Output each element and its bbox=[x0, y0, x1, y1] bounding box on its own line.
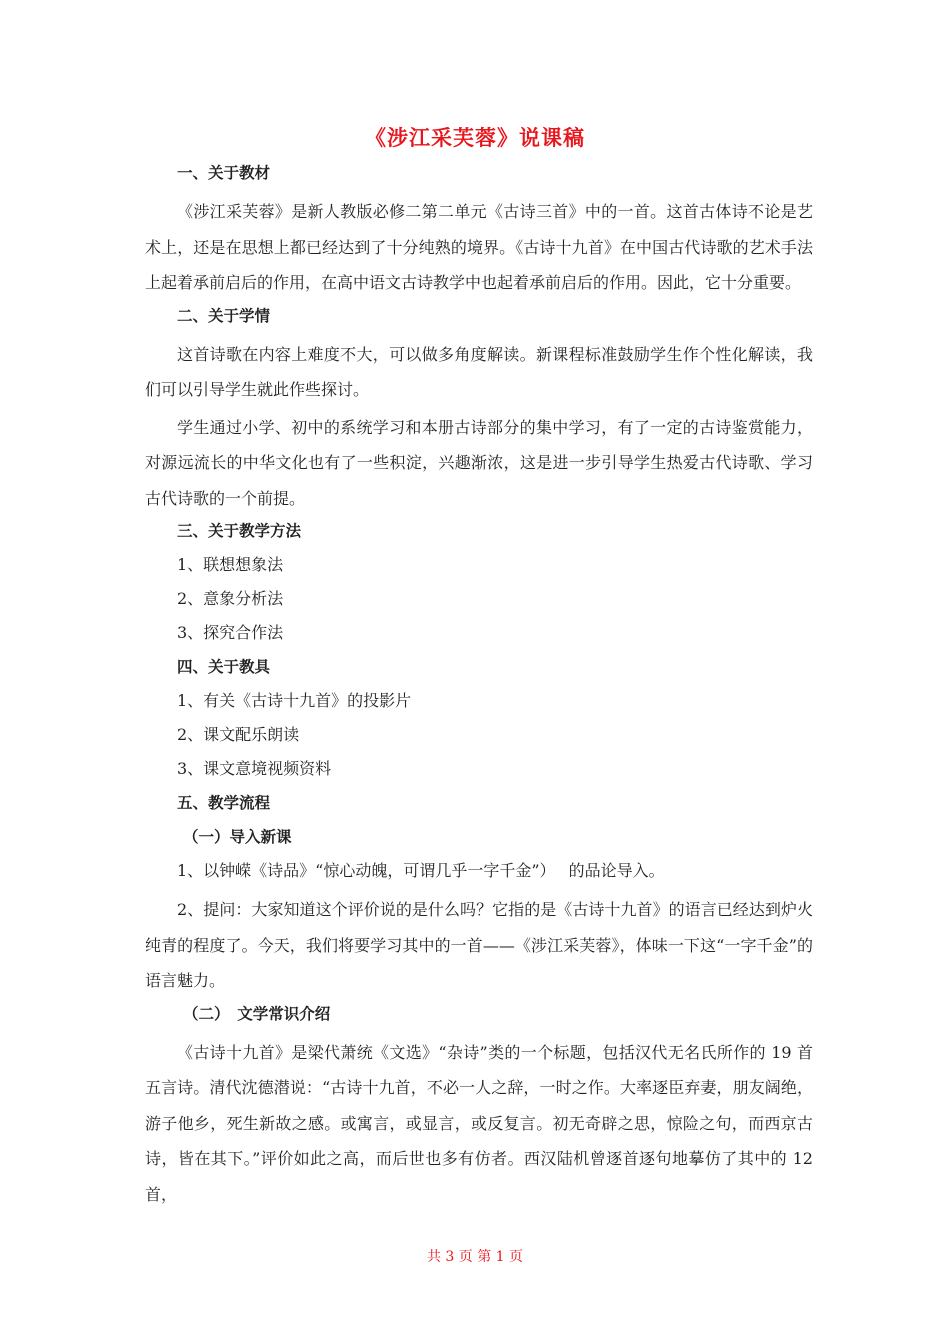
section-heading-methods: 三、关于教学方法 bbox=[177, 522, 302, 540]
document-body bbox=[145, 160, 813, 1214]
paragraph-textbook: 《涉江采芙蓉》是新人教版必修二第二单元《古诗三首》中的一首。这首古体诗不论是艺术上，还是在思想上都已经达到了十分纯熟的境界。《古诗十九首》在中国古代诗歌的艺术手法上起着承前启后的作用，在高中语文古诗教学中也起着承前启后的作用。因此，它十分重要。 bbox=[145, 202, 813, 292]
paragraph-intro-2: 2、提问：大家知道这个评价说的是什么吗？它指的是《古诗十九首》的语言已经达到炉火纯青的程度了。今天，我们将要学习其中的一首——《涉江采芙蓉》，体味一下这“一字千金”的语言魅力。 bbox=[145, 900, 813, 990]
list-item-tool: 1、有关《古诗十九首》的投影片 bbox=[177, 691, 412, 710]
list-item-method: 2、意象分析法 bbox=[177, 589, 284, 608]
list-item-tool: 3、课文意境视频资料 bbox=[177, 759, 332, 778]
subsection-heading-literature: （二） 文学常识介绍 bbox=[183, 1004, 331, 1023]
paragraph-students-1: 这首诗歌在内容上难度不大，可以做多角度解读。新课程标准鼓励学生作个性化解读，我们可以引导学生就此作些探讨。 bbox=[145, 344, 813, 399]
paragraph-students-2: 学生通过小学、初中的系统学习和本册古诗部分的集中学习，有了一定的古诗鉴赏能力，对源远流长的中华文化也有了一些积淀，兴趣渐浓，这是进一步引导学生热爱古代诗歌、学习古代诗歌的一个前提。 bbox=[145, 417, 813, 508]
list-item-method: 1、联想想象法 bbox=[177, 555, 284, 574]
paragraph-intro-1: 1、以钟嵘《诗品》“惊心动魄，可谓几乎一字千金”） 的品论导入。 bbox=[177, 861, 665, 880]
paragraph-literature: 《古诗十九首》是梁代萧统《文选》“杂诗”类的一个标题，包括汉代无名氏所作的 19 首五言诗。清代沈德潜说：“古诗十九首，不必一人之辞，一时之作。大率逐臣弃妻，朋友阔绝，游子他乡，死生新故之感。或寓言，或显言，或反复言。初无奇辟之思，惊险之句，而西京古诗，皆在其下。”评价如此之高，而后世也多有仿者。西汉陆机曾逐首逐句地摹仿了其中的 12 首， bbox=[145, 1042, 813, 1204]
section-heading-students: 二、关于学情 bbox=[177, 306, 271, 325]
document-title: 《涉江采芙蓉》说课稿 bbox=[365, 125, 585, 150]
page-footer: 共 3 页 第 1 页 bbox=[426, 1249, 524, 1265]
section-heading-tools: 四、关于教具 bbox=[177, 658, 271, 676]
section-heading-process: 五、教学流程 bbox=[177, 794, 271, 812]
subsection-heading-intro: （一）导入新课 bbox=[183, 828, 292, 846]
section-heading-textbook: 一、关于教材 bbox=[177, 164, 271, 182]
list-item-method: 3、探究合作法 bbox=[177, 623, 284, 642]
list-item-tool: 2、课文配乐朗读 bbox=[177, 725, 300, 744]
